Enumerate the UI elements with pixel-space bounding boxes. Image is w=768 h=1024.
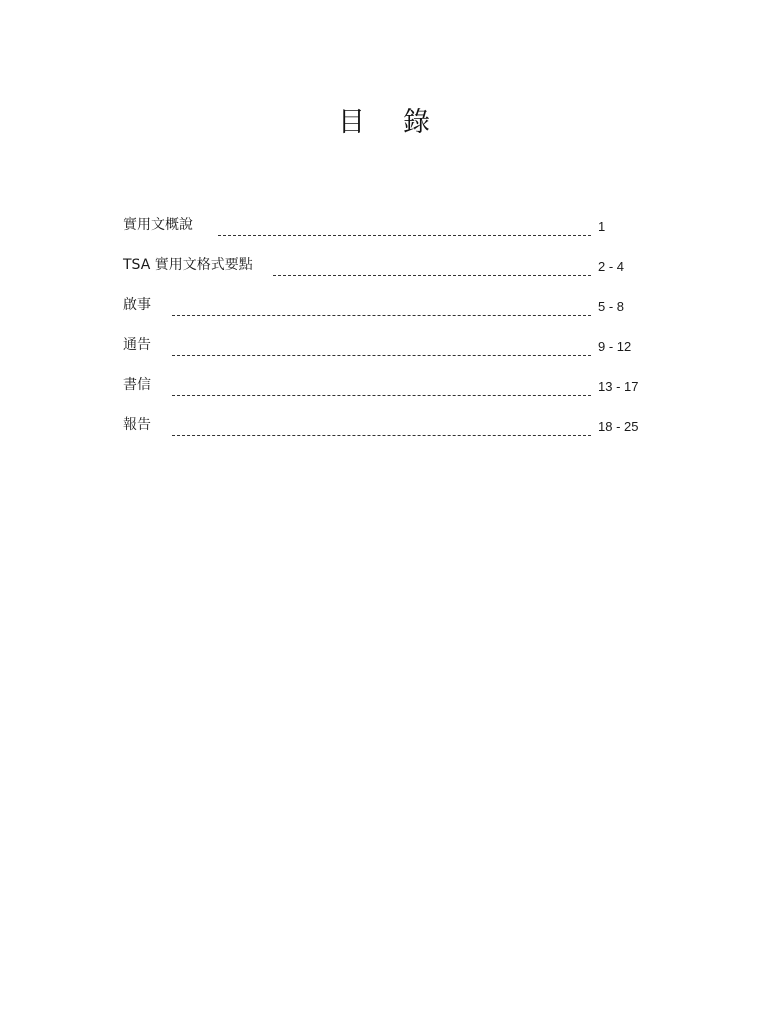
- page-title: [0, 100, 768, 139]
- toc-entry-label: 通告: [123, 337, 151, 353]
- toc-entry-label: 報告: [123, 417, 151, 433]
- toc-entry-label: 書信: [123, 377, 151, 393]
- table-of-contents: [123, 212, 653, 452]
- title-char-1: 目: [338, 107, 365, 138]
- title-char-2: 錄: [403, 107, 430, 138]
- toc-entry[interactable]: [123, 412, 653, 452]
- toc-leader-dots: [172, 435, 591, 436]
- toc-entry[interactable]: [123, 212, 653, 252]
- toc-entry-label: 啟事: [123, 297, 151, 313]
- toc-leader-dots: [172, 315, 591, 316]
- toc-entry[interactable]: [123, 332, 653, 372]
- toc-entry-page: 9 - 12: [598, 339, 632, 354]
- toc-leader-dots: [172, 355, 591, 356]
- toc-leader-dots: [172, 395, 591, 396]
- toc-entry[interactable]: [123, 372, 653, 412]
- toc-entry-page: 13 - 17: [598, 379, 639, 394]
- toc-entry-label: TSA 實用文格式要點: [123, 257, 253, 273]
- toc-entry-page: 5 - 8: [598, 299, 625, 314]
- toc-entry[interactable]: [123, 292, 653, 332]
- toc-entry-page: 2 - 4: [598, 259, 625, 274]
- toc-entry-page: 18 - 25: [598, 419, 639, 434]
- toc-entry-label: 實用文概說: [123, 217, 193, 233]
- toc-entry[interactable]: [123, 252, 653, 292]
- toc-leader-dots: [273, 275, 591, 276]
- toc-leader-dots: [218, 235, 591, 236]
- toc-entry-page: 1: [598, 219, 606, 234]
